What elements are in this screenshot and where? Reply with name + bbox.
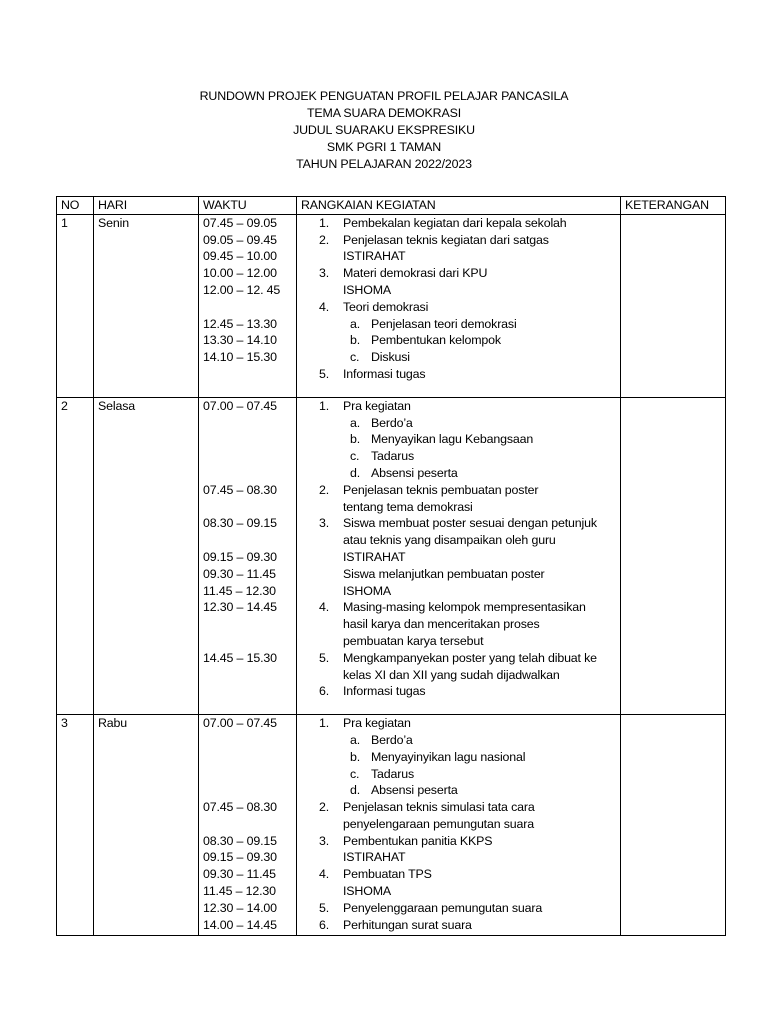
activity-text: ISTIRAHAT [343,850,406,865]
activity-text: Teori demokrasi [343,299,429,314]
activity-text: Siswa membuat poster sesuai dengan petunjuk [343,516,597,531]
activity-text: Tadarus [371,766,415,781]
cell-kegiatan [297,214,621,397]
activity-text: Pembentukan kelompok [371,333,501,348]
cell-keterangan [621,214,726,397]
activity-item [301,532,616,549]
activity-item [301,749,616,766]
activity-item [301,883,616,900]
time-slot [203,431,292,448]
activity-marker: c. [350,766,360,781]
cell-no: 2 [57,397,94,714]
activity-marker: 3. [319,516,330,531]
time-slot: 07.00 – 07.45 [203,398,277,413]
activity-item [301,431,616,448]
time-slot: 07.45 – 08.30 [203,800,277,815]
activity-item [301,566,616,583]
activity-marker: 2. [319,232,330,247]
activity-marker: d. [350,783,361,798]
activity-item [301,316,616,333]
cell-kegiatan [297,715,621,936]
activity-text: Berdo’a [371,415,413,430]
activity-marker: a. [350,732,361,747]
activity-marker: 6. [319,917,330,932]
cell-waktu [199,397,297,714]
cell-no: 3 [57,715,94,936]
time-slot: 13.30 – 14.10 [203,333,277,348]
time-slot: 12.30 – 14.45 [203,600,277,615]
activity-marker: a. [350,415,361,430]
time-slot: 08.30 – 09.15 [203,516,277,531]
activity-item [301,232,616,249]
activity-text: Penyelenggaraan pemungutan suara [343,900,543,915]
activity-text: Perhitungan surat suara [343,917,472,932]
time-slot: 09.15 – 09.30 [203,549,277,564]
time-slot: 11.45 – 12.30 [203,583,276,598]
time-slot: 14.10 – 15.30 [203,350,277,365]
activity-marker: b. [350,432,361,447]
header-line-year: TAHUN PELAJARAN 2022/2023 [296,157,472,171]
activity-marker: 4. [319,299,330,314]
activity-item [301,667,616,684]
activity-item [301,599,616,616]
activity-text: pembuatan karya tersebut [343,633,484,648]
activity-item [301,515,616,532]
activity-text: Masing-masing kelompok mempresentasikan [343,600,586,615]
time-slot: 09.30 – 11.45 [203,867,276,882]
time-slot: 09.45 – 10.00 [203,249,277,264]
activity-item [301,616,616,633]
activity-item [301,900,616,917]
time-slot: 07.45 – 08.30 [203,482,277,497]
time-slot [203,766,292,783]
time-slot: 09.30 – 11.45 [203,566,276,581]
activity-text: Absensi peserta [371,465,458,480]
time-slot: 09.05 – 09.45 [203,232,277,247]
activity-text: ISHOMA [343,282,391,297]
time-slot [203,732,292,749]
activity-text: atau teknis yang disampaikan oleh guru [343,533,556,548]
time-slot: 07.45 – 09.05 [203,215,277,230]
activity-marker: 6. [319,684,330,699]
activity-item [301,799,616,816]
rundown-table [56,196,726,936]
activity-item [301,332,616,349]
time-slot [203,499,292,516]
activity-item [301,215,616,232]
activity-text: hasil karya dan menceritakan proses [343,617,540,632]
activity-marker: 4. [319,867,330,882]
activity-text: Penjelasan teknis kegiatan dari satgas [343,232,549,247]
col-header-waktu: WAKTU [199,197,297,215]
time-slot [203,816,292,833]
table-row [57,397,726,714]
activity-text: ISTIRAHAT [343,549,406,564]
activity-text: Menyayikan lagu Kebangsaan [371,432,534,447]
activity-item [301,816,616,833]
cell-no: 1 [57,214,94,397]
activity-item [301,465,616,482]
activity-item [301,715,616,732]
activity-text: Absensi peserta [371,783,458,798]
activity-item [301,398,616,415]
time-slot: 11.45 – 12.30 [203,884,276,899]
activity-text: kelas XI dan XII yang sudah dijadwalkan [343,667,560,682]
activity-item [301,265,616,282]
cell-keterangan [621,397,726,714]
table-row [57,214,726,397]
activity-text: Penjelasan teknis simulasi tata cara [343,800,535,815]
cell-waktu [199,214,297,397]
activity-item [301,766,616,783]
activity-text: penyelengaraan pemungutan suara [343,816,534,831]
activity-item [301,633,616,650]
cell-kegiatan [297,397,621,714]
cell-hari: Senin [94,214,199,397]
activity-marker: a. [350,316,361,331]
time-slot [203,532,292,549]
activity-text: Pra kegiatan [343,398,411,413]
time-slot: 14.45 – 15.30 [203,650,277,665]
activity-marker: 2. [319,800,330,815]
activity-marker: 2. [319,482,330,497]
cell-waktu [199,715,297,936]
col-header-kegiatan: RANGKAIAN KEGIATAN [297,197,621,215]
time-slot [203,465,292,482]
activity-text: Tadarus [371,449,415,464]
activity-item [301,583,616,600]
cell-keterangan [621,715,726,936]
activity-marker: 5. [319,366,330,381]
activity-item [301,349,616,366]
activity-text: Penjelasan teknis pembuatan poster [343,482,539,497]
activity-item [301,299,616,316]
time-slot [203,415,292,432]
time-slot: 08.30 – 09.15 [203,833,277,848]
activity-item [301,650,616,667]
activity-text: tentang tema demokrasi [343,499,473,514]
col-header-hari: HARI [94,197,199,215]
activity-text: Diskusi [371,350,410,365]
activity-marker: 4. [319,600,330,615]
activity-marker: d. [350,465,361,480]
activity-marker: 1. [319,716,330,731]
header-line-tema: TEMA SUARA DEMOKRASI [307,106,461,120]
table-row [57,715,726,936]
time-slot: 10.00 – 12.00 [203,266,277,281]
col-header-no: NO [57,197,94,215]
time-slot [203,448,292,465]
activity-marker: b. [350,333,361,348]
table-header-row [57,197,726,215]
activity-item [301,782,616,799]
activity-item [301,849,616,866]
time-slot [203,616,292,633]
activity-item [301,866,616,883]
activity-text: ISTIRAHAT [343,249,406,264]
activity-item [301,549,616,566]
activity-marker: 1. [319,215,330,230]
activity-text: Mengkampanyekan poster yang telah dibuat ke [343,650,597,665]
activity-text: Informasi tugas [343,366,426,381]
activity-text: Pra kegiatan [343,716,411,731]
activity-item [301,732,616,749]
activity-text: ISHOMA [343,884,391,899]
header-line-school: SMK PGRI 1 TAMAN [326,140,442,154]
activity-item [301,833,616,850]
time-slot: 12.45 – 13.30 [203,316,277,331]
activity-text: Pembekalan kegiatan dari kepala sekolah [343,215,567,230]
activity-text: Berdo’a [371,732,413,747]
activity-text: Menyayinyikan lagu nasional [371,749,526,764]
time-slot [203,299,292,316]
activity-marker: 1. [319,398,330,413]
time-slot [203,782,292,799]
activity-item [301,448,616,465]
time-slot [203,749,292,766]
activity-text: ISHOMA [343,583,391,598]
activity-item [301,415,616,432]
activity-marker: 3. [319,833,330,848]
document-header [0,88,768,173]
activity-item [301,917,616,934]
activity-item [301,683,616,700]
cell-hari: Rabu [94,715,199,936]
activity-marker: 3. [319,266,330,281]
activity-text: Penjelasan teori demokrasi [371,316,517,331]
activity-text: Informasi tugas [343,684,426,699]
header-line-judul: JUDUL SUARAKU EKSPRESIKU [293,123,475,137]
time-slot: 12.00 – 12. 45 [203,282,281,297]
activity-marker: 5. [319,650,330,665]
time-slot [203,633,292,650]
time-slot: 12.30 – 14.00 [203,900,277,915]
time-slot: 09.15 – 09.30 [203,850,277,865]
activity-text: Materi demokrasi dari KPU [343,266,488,281]
activity-marker: c. [350,449,360,464]
activity-item [301,248,616,265]
activity-text: Pembentukan panitia KKPS [343,833,493,848]
activity-item [301,482,616,499]
time-slot: 07.00 – 07.45 [203,716,277,731]
rundown-body [57,214,726,936]
activity-item [301,366,616,383]
activity-marker: 5. [319,900,330,915]
activity-text: Pembuatan TPS [343,867,432,882]
col-header-keterangan: KETERANGAN [621,197,726,215]
header-line-title: RUNDOWN PROJEK PENGUATAN PROFIL PELAJAR PANCASILA [199,89,569,103]
cell-hari: Selasa [94,397,199,714]
time-slot: 14.00 – 14.45 [203,917,277,932]
activity-text: Siswa melanjutkan pembuatan poster [343,566,545,581]
activity-marker: c. [350,350,360,365]
activity-marker: b. [350,749,361,764]
activity-item [301,499,616,516]
activity-item [301,282,616,299]
